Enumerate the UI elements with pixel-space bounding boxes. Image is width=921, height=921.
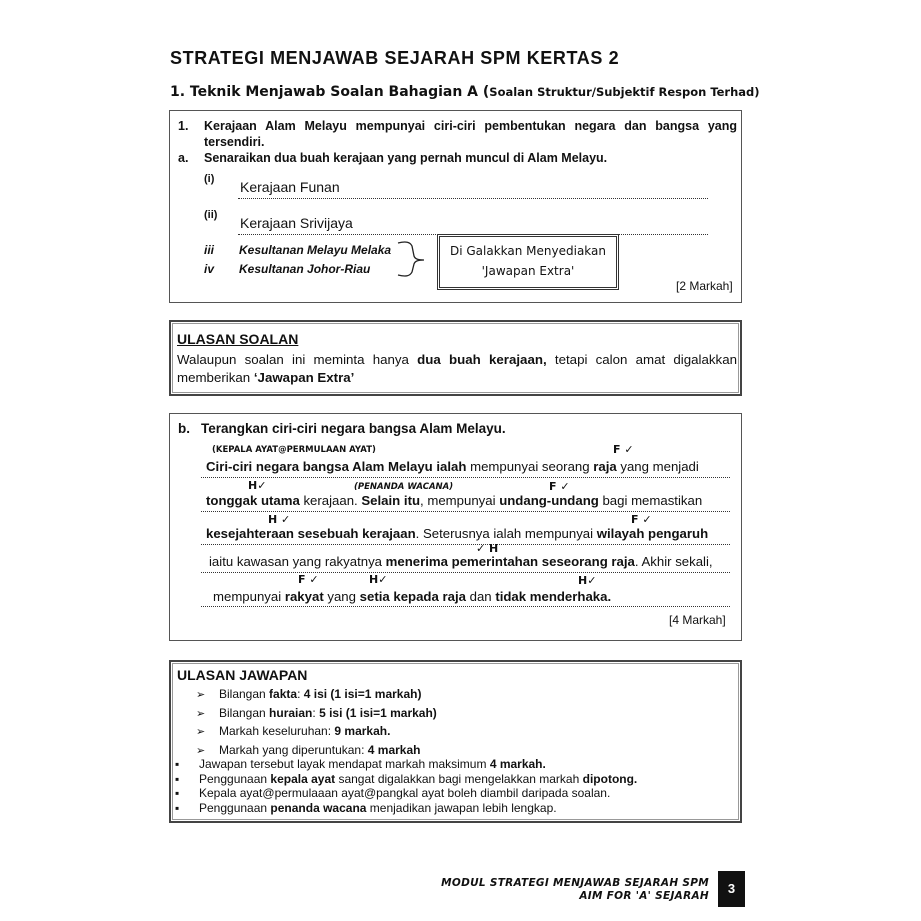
extra-text-iii: Kesultanan Melayu Melaka <box>239 243 392 257</box>
arrow-bullet-text: : <box>297 687 304 701</box>
arrow-bullet-item <box>196 743 420 757</box>
answer-dotline-3 <box>201 544 730 545</box>
arrow-bullet-bold: 4 isi (1 isi=1 markah) <box>303 687 422 701</box>
answer-line-5-n1: mempunyai <box>213 589 285 604</box>
square-bullet-text: Kepala ayat@permulaaan ayat@pangkal ayat boleh diambil daripada soalan. <box>199 786 611 800</box>
answer-line-3 <box>206 526 708 541</box>
part-b-label: b. <box>178 421 190 436</box>
answer-line-5-b2: setia kepada raja <box>359 589 466 604</box>
arrow-bullet-bold: huraian <box>269 705 313 720</box>
square-bullet-text: Jawapan tersebut layak mendapat markah maksimum <box>199 757 490 771</box>
answer-dotline-1 <box>201 477 730 478</box>
question-stem-line1: Kerajaan Alam Melayu mempunyai ciri-ciri pembentukan negara dan bangsa yang <box>204 119 737 133</box>
curly-brace-icon <box>396 238 436 280</box>
mark-f-1: F ✓ <box>613 443 634 456</box>
penanda-wacana-note: (PENANDA WACANA) <box>354 482 454 492</box>
section-heading-small: Soalan Struktur/Subjektif Respon Terhad) <box>489 85 760 99</box>
square-bullet-icon: ▪ <box>175 771 180 786</box>
kepala-ayat-note: (KEPALA AYAT@PERMULAAN AYAT) <box>212 445 376 455</box>
question-number: 1. <box>178 119 189 133</box>
square-bullet-bold: penanda wacana <box>270 800 367 815</box>
square-bullet-bold: dipotong. <box>582 771 638 786</box>
answer-line-4-b1: menerima pemerintahan seseorang raja <box>385 554 635 569</box>
answer-text-i: Kerajaan Funan <box>240 179 340 195</box>
answer-dotline-5 <box>201 606 730 607</box>
arrow-bullet-item <box>196 724 390 738</box>
answer-line-4 <box>209 554 713 569</box>
square-bullet-text: menjadikan jawapan lebih lengkap. <box>366 800 557 815</box>
square-bullet-item <box>175 772 637 786</box>
square-bullet-text: Penggunaan <box>199 800 271 815</box>
arrow-bullet-text: : <box>312 705 320 720</box>
answer-line-5-b3: tidak menderhaka. <box>495 589 612 604</box>
answer-line-5-n2: yang <box>323 589 360 604</box>
ulasan-soalan-heading: ULASAN SOALAN <box>177 331 299 347</box>
part-a-label: a. <box>178 151 189 165</box>
extra-note-line2: 'Jawapan Extra' <box>481 264 575 278</box>
arrow-bullet-bold: 4 markah <box>367 742 421 757</box>
arrow-bullet-icon: ➢ <box>196 744 206 757</box>
answer-line-2-b3: undang-undang <box>499 493 599 508</box>
mark-f-2: F ✓ <box>549 480 570 493</box>
square-bullet-bold: kepala ayat <box>270 771 336 786</box>
answer-dotline-2 <box>201 511 730 512</box>
answer-line-1 <box>206 459 699 474</box>
answer-line-1-b1: Ciri-ciri negara bangsa Alam Melayu ialah <box>206 459 467 474</box>
square-bullet-item <box>175 757 546 771</box>
ulasan-soalan-line2-bold: ‘Jawapan Extra’ <box>253 370 355 385</box>
part-a-question: Senaraikan dua buah kerajaan yang pernah muncul di Alam Melayu. <box>204 151 608 165</box>
mark-h-1: H✓ <box>248 479 267 492</box>
square-bullet-icon: ▪ <box>175 786 180 800</box>
footer-tagline: AIM FOR 'A' SEJARAH <box>579 890 709 902</box>
page-title: STRATEGI MENJAWAB SEJARAH SPM KERTAS 2 <box>170 48 620 68</box>
mark-h-2: H ✓ <box>268 513 291 526</box>
arrow-bullet-bold: 5 isi (1 isi=1 markah) <box>319 705 437 720</box>
arrow-bullet-text: Bilangan <box>219 687 270 701</box>
ulasan-soalan-line1 <box>177 352 737 367</box>
square-bullet-item <box>175 786 610 800</box>
answer-line-2-n3: bagi memastikan <box>598 493 703 508</box>
ulasan-soalan-line2-pre: memberikan <box>177 370 254 385</box>
square-bullet-bold: 4 markah. <box>489 757 546 771</box>
answer-line-2-b1: tonggak utama <box>206 493 300 508</box>
extra-note-line1: Di Galakkan Menyediakan <box>449 244 607 258</box>
answer-line-3-b2: wilayah pengaruh <box>596 526 709 541</box>
page-number: 3 <box>718 871 745 907</box>
ulasan-soalan-line1-bold: dua buah kerajaan, <box>417 352 547 367</box>
answer-line-i <box>238 198 708 199</box>
square-bullet-text: Penggunaan <box>199 771 271 786</box>
arrow-bullet-text: Markah keseluruhan: <box>219 724 335 738</box>
arrow-bullet-icon: ➢ <box>196 726 206 738</box>
answer-text-ii: Kerajaan Srivijaya <box>240 215 353 231</box>
ulasan-jawapan-heading: ULASAN JAWAPAN <box>177 667 308 683</box>
arrow-bullet-item <box>196 706 437 720</box>
footer-module-title: MODUL STRATEGI MENJAWAB SEJARAH SPM <box>441 877 709 889</box>
answer-line-3-b1: kesejahteraan sesebuah kerajaan <box>206 526 416 541</box>
part-b-question: Terangkan ciri-ciri negara bangsa Alam Melayu. <box>201 421 506 436</box>
arrow-bullet-icon: ➢ <box>196 689 206 701</box>
answer-label-i: (i) <box>204 173 215 185</box>
square-bullet-item <box>175 801 557 815</box>
answer-label-ii: (ii) <box>204 209 218 221</box>
answer-line-2-n1: kerajaan. <box>299 493 362 508</box>
ulasan-soalan-line1-pre: Walaupun soalan ini meminta hanya <box>177 352 418 367</box>
arrow-bullet-text: Bilangan <box>219 705 270 720</box>
answer-line-1-n2: yang menjadi <box>616 459 699 474</box>
answer-line-5-n3: dan <box>465 589 496 604</box>
answer-line-1-b2: raja <box>593 459 617 474</box>
square-bullet-icon: ▪ <box>175 800 180 815</box>
mark-h-4: H✓ <box>578 574 597 587</box>
answer-line-3-n1: . Seterusnya ialah mempunyai <box>415 526 597 541</box>
arrow-bullet-icon: ➢ <box>196 707 206 720</box>
extra-label-iii: iii <box>204 243 215 257</box>
arrow-bullet-text: Markah yang diperuntukan: <box>219 742 368 757</box>
extra-text-iv: Kesultanan Johor-Riau <box>239 262 371 276</box>
part-b-marks: [4 Markah] <box>669 613 726 627</box>
answer-line-2-b2: Selain itu <box>361 493 421 508</box>
square-bullet-icon: ▪ <box>175 757 180 771</box>
arrow-bullet-bold: fakta <box>269 687 298 701</box>
ulasan-soalan-line1-post: tetapi calon amat digalakkan <box>546 352 737 367</box>
answer-dotline-4 <box>201 572 730 573</box>
answer-line-1-n1: mempunyai seorang <box>466 459 594 474</box>
answer-line-4-n2: . Akhir sekali, <box>634 554 713 569</box>
answer-line-5 <box>213 589 611 604</box>
mark-check-h: ✓ H <box>476 542 499 555</box>
extra-answer-note-box <box>437 234 619 290</box>
ulasan-soalan-line2 <box>177 370 354 385</box>
arrow-bullet-item <box>196 687 421 701</box>
answer-line-2-n2: , mempunyai <box>420 493 500 508</box>
mark-h-3: H✓ <box>369 573 388 586</box>
arrow-bullet-bold: 9 markah. <box>334 724 391 738</box>
answer-line-5-b1: rakyat <box>284 589 324 604</box>
mark-f-3: F ✓ <box>631 513 652 526</box>
answer-line-2 <box>206 493 702 508</box>
section-heading <box>170 84 760 100</box>
answer-line-4-n1: iaitu kawasan yang rakyatnya <box>209 554 386 569</box>
square-bullet-text: sangat digalakkan bagi mengelakkan markah <box>335 771 583 786</box>
mark-f-4: F ✓ <box>298 573 319 586</box>
section-heading-main: 1. Teknik Menjawab Soalan Bahagian A ( <box>170 84 490 100</box>
question-1-marks: [2 Markah] <box>676 279 733 293</box>
question-stem-line2: tersendiri. <box>204 135 265 149</box>
extra-label-iv: iv <box>204 262 215 276</box>
